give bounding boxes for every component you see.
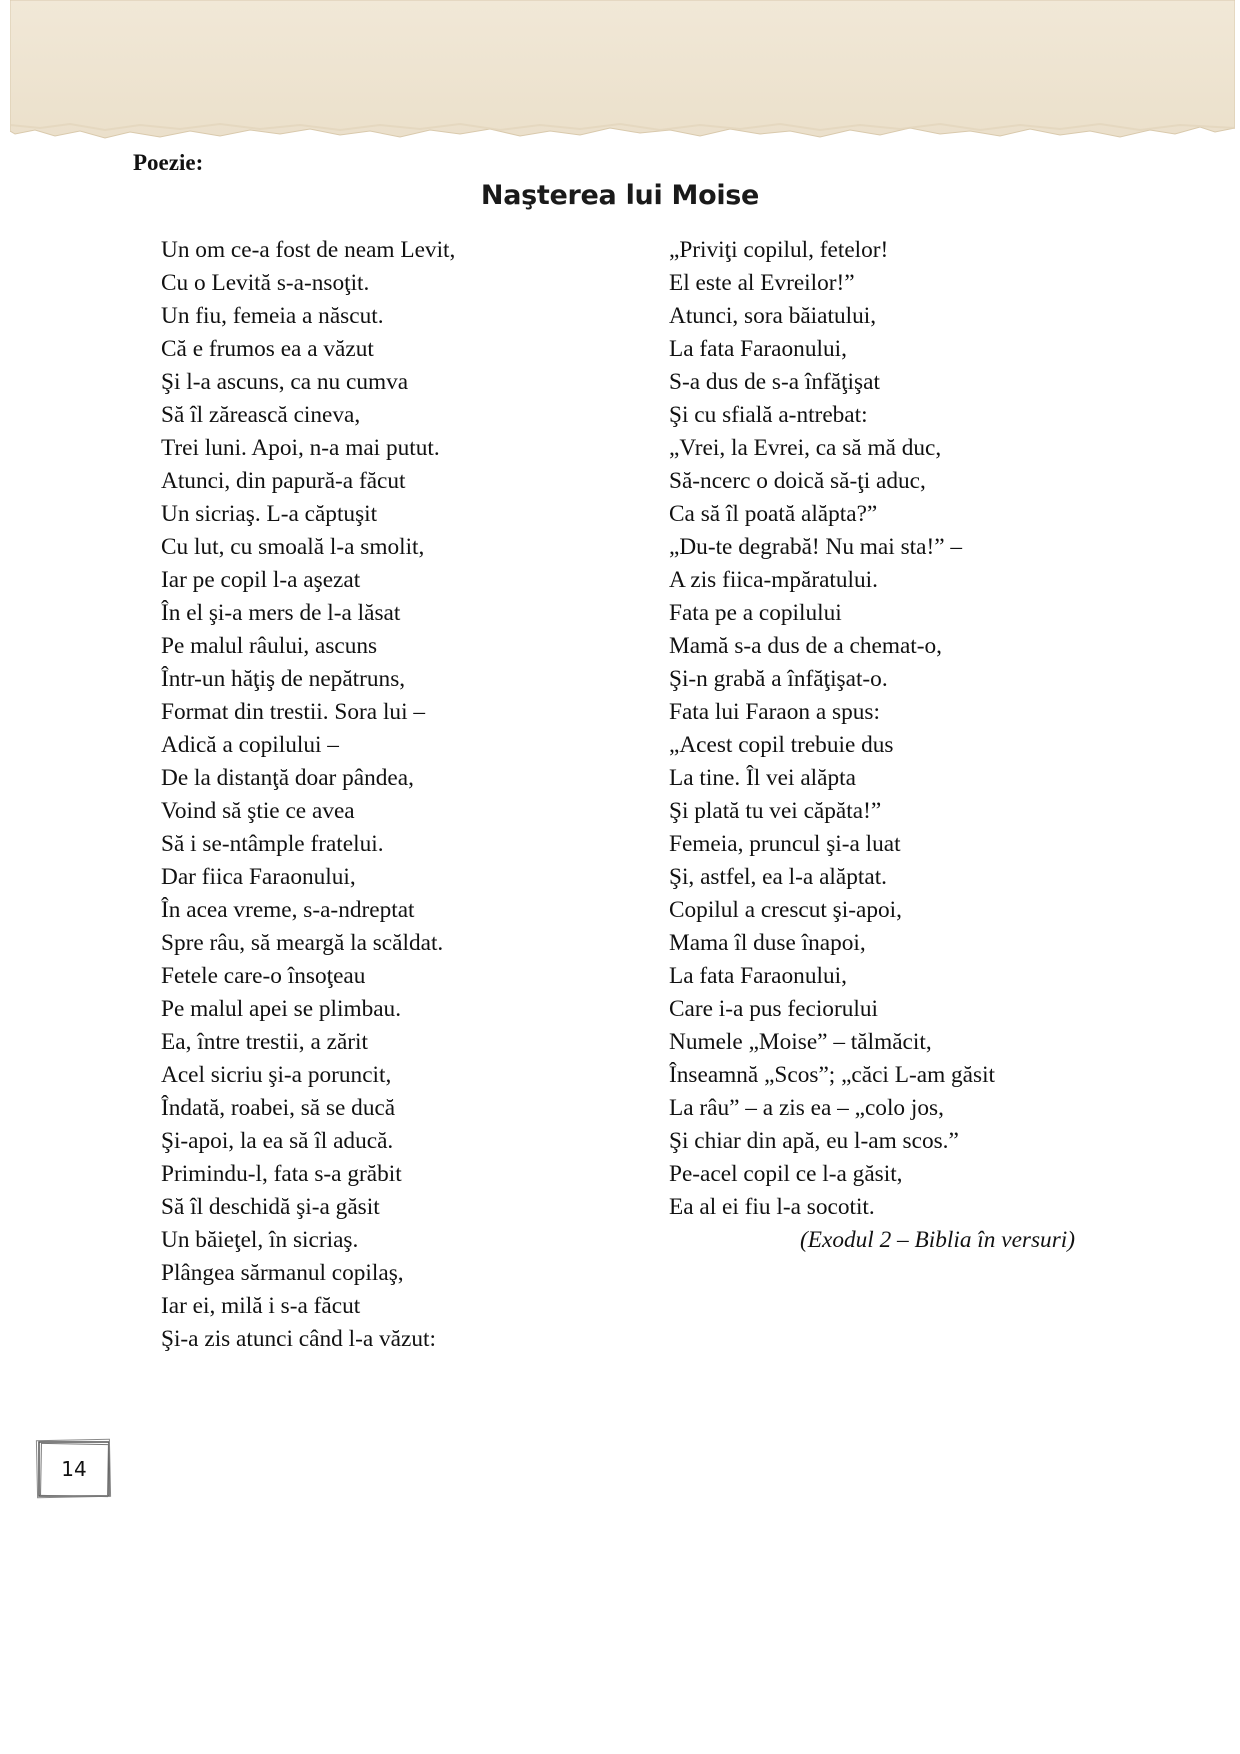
- verse-line: Un fiu, femeia a născut.: [161, 303, 384, 329]
- verse-line: Voind să ştie ce avea: [161, 798, 355, 824]
- verse-line: Ea, între trestii, a zărit: [161, 1029, 368, 1055]
- verse-line: Un om ce-a fost de neam Levit,: [161, 237, 456, 263]
- verse-line: A zis fiica-mpăratului.: [669, 567, 878, 593]
- verse-line: Cu lut, cu smoală l-a smolit,: [161, 534, 425, 560]
- verse-line: Şi cu sfială a-ntrebat:: [669, 402, 868, 428]
- verse-line: Iar pe copil l-a aşezat: [161, 567, 361, 593]
- verse-line: Numele „Moise” – tălmăcit,: [669, 1029, 932, 1055]
- verse-line: Acel sicriu şi-a poruncit,: [161, 1062, 392, 1088]
- verse-line: „Priviţi copilul, fetelor!: [669, 237, 889, 263]
- verse-line: La tine. Îl vei alăpta: [669, 765, 856, 791]
- verse-line: Şi-a zis atunci când l-a văzut:: [161, 1326, 436, 1352]
- verse-line: La fata Faraonului,: [669, 963, 847, 989]
- verse-line: De la distanţă doar pândea,: [161, 765, 414, 791]
- verse-line: Pe malul râului, ascuns: [161, 633, 378, 659]
- verse-line: Spre râu, să meargă la scăldat.: [161, 930, 444, 956]
- verse-line: Înseamnă „Scos”; „căci L-am găsit: [669, 1062, 996, 1088]
- verse-line: Să i se-ntâmple fratelui.: [161, 831, 384, 857]
- poem-column-right: [669, 234, 1109, 1224]
- verse-line: Format din trestii. Sora lui –: [161, 699, 426, 725]
- verse-line: Să-ncerc o doică să-ţi aduc,: [669, 468, 926, 494]
- verse-line: Atunci, sora băiatului,: [669, 303, 877, 329]
- verse-line: Şi chiar din apă, eu l-am scos.”: [669, 1128, 959, 1154]
- verse-line: „Vrei, la Evrei, ca să mă duc,: [669, 435, 942, 461]
- page-number-box: [35, 1438, 113, 1500]
- verse-line: Fata lui Faraon a spus:: [669, 699, 880, 725]
- verse-line: El este al Evreilor!”: [669, 270, 855, 296]
- verse-line: Cu o Levită s-a-nsoţit.: [161, 270, 370, 296]
- verse-line: Femeia, pruncul şi-a luat: [669, 831, 901, 857]
- verse-line: Ca să îl poată alăpta?”: [669, 501, 878, 527]
- verse-line: Îndată, roabei, să se ducă: [161, 1095, 396, 1121]
- verse-line: Şi, astfel, ea l-a alăptat.: [669, 864, 887, 890]
- verse-line: Şi-n grabă a înfăţişat-o.: [669, 666, 888, 692]
- verse-line: Primindu-l, fata s-a grăbit: [161, 1161, 402, 1187]
- verse-line: Fetele care-o însoţeau: [161, 963, 366, 989]
- verse-line: „Acest copil trebuie dus: [669, 732, 894, 758]
- verse-line: Şi-apoi, la ea să îl aducă.: [161, 1128, 394, 1154]
- verse-line: La râu” – a zis ea – „colo jos,: [669, 1095, 944, 1121]
- page-number: 14: [61, 1457, 87, 1481]
- verse-line: Care i-a pus feciorului: [669, 996, 878, 1022]
- poem-column-left: [161, 234, 651, 1356]
- verse-line: Să îl deschidă şi-a găsit: [161, 1194, 380, 1220]
- verse-line: Mamă s-a dus de a chemat-o,: [669, 633, 942, 659]
- verse-line: Şi l-a ascuns, ca nu cumva: [161, 369, 409, 395]
- verse-line: Plângea sărmanul copilaş,: [161, 1260, 404, 1286]
- section-label: Poezie:: [133, 150, 204, 175]
- verse-line: La fata Faraonului,: [669, 336, 847, 362]
- poem-title: Naşterea lui Moise: [480, 180, 760, 211]
- verse-line: Atunci, din papură-a făcut: [161, 468, 406, 494]
- verse-line: Iar ei, milă i s-a făcut: [161, 1293, 361, 1319]
- verse-line: Într-un hăţiş de nepătruns,: [161, 666, 406, 692]
- verse-line: În el şi-a mers de l-a lăsat: [161, 600, 401, 626]
- verse-line: Şi plată tu vei căpăta!”: [669, 798, 882, 824]
- torn-paper-banner: [10, 0, 1235, 150]
- verse-line: Copilul a crescut şi-apoi,: [669, 897, 902, 923]
- poem-citation: (Exodul 2 – Biblia în versuri): [800, 1227, 1075, 1253]
- verse-line: Adică a copilului –: [161, 732, 339, 758]
- verse-line: Trei luni. Apoi, n-a mai putut.: [161, 435, 440, 461]
- verse-line: În acea vreme, s-a-ndreptat: [161, 897, 415, 923]
- verse-line: Că e frumos ea a văzut: [161, 336, 374, 362]
- verse-line: „Du-te degrabă! Nu mai sta!” –: [669, 534, 963, 560]
- verse-line: Pe-acel copil ce l-a găsit,: [669, 1161, 903, 1187]
- verse-line: Un băieţel, în sicriaş.: [161, 1227, 359, 1253]
- verse-line: Un sicriaş. L-a căptuşit: [161, 501, 378, 527]
- verse-line: Să îl zărească cineva,: [161, 402, 361, 428]
- verse-line: Ea al ei fiu l-a socotit.: [669, 1194, 875, 1220]
- verse-line: Fata pe a copilului: [669, 600, 842, 626]
- verse-line: Pe malul apei se plimbau.: [161, 996, 402, 1022]
- verse-line: Mama îl duse înapoi,: [669, 930, 866, 956]
- verse-line: S-a dus de s-a înfăţişat: [669, 369, 880, 395]
- verse-line: Dar fiica Faraonului,: [161, 864, 356, 890]
